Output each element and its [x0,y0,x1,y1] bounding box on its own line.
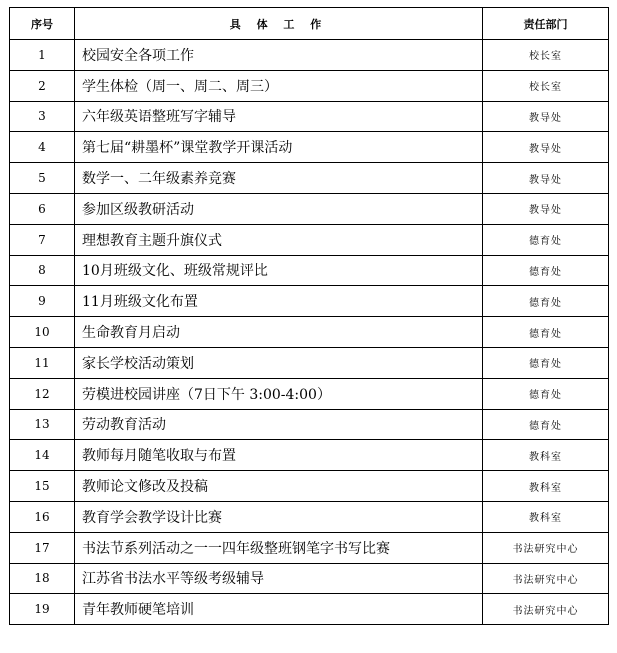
row-index: 4 [10,132,75,163]
header-index: 序号 [10,8,75,40]
row-task: 劳模进校园讲座（7日下午 3:00-4:00） [75,378,483,409]
row-task: 11月班级文化布置 [75,286,483,317]
table-row [10,101,609,132]
row-index: 5 [10,163,75,194]
row-index: 8 [10,255,75,286]
table-row [10,40,609,71]
row-dept: 德育处 [483,347,609,378]
table-row [10,193,609,224]
row-task: 教师论文修改及投稿 [75,471,483,502]
row-task: 教师每月随笔收取与布置 [75,440,483,471]
row-index: 18 [10,563,75,594]
row-dept: 书法研究中心 [483,594,609,625]
table-row [10,317,609,348]
row-index: 6 [10,193,75,224]
row-dept: 德育处 [483,224,609,255]
row-index: 1 [10,40,75,71]
row-index: 12 [10,378,75,409]
row-index: 15 [10,471,75,502]
work-schedule-table [9,7,609,625]
row-dept: 教导处 [483,101,609,132]
row-task: 学生体检（周一、周二、周三） [75,70,483,101]
row-task: 校园安全各项工作 [75,40,483,71]
table-row [10,70,609,101]
table-row [10,409,609,440]
table-row [10,255,609,286]
table-row [10,501,609,532]
row-task: 劳动教育活动 [75,409,483,440]
row-dept: 教导处 [483,163,609,194]
row-index: 17 [10,532,75,563]
row-task: 书法节系列活动之一一四年级整班钢笔字书写比赛 [75,532,483,563]
row-dept: 书法研究中心 [483,532,609,563]
row-task: 家长学校活动策划 [75,347,483,378]
row-dept: 教导处 [483,193,609,224]
row-dept: 教科室 [483,471,609,502]
row-task: 10月班级文化、班级常规评比 [75,255,483,286]
row-dept: 校长室 [483,70,609,101]
row-index: 16 [10,501,75,532]
row-index: 2 [10,70,75,101]
row-dept: 德育处 [483,255,609,286]
header-dept: 责任部门 [483,8,609,40]
table-row [10,347,609,378]
row-dept: 教导处 [483,132,609,163]
row-task: 江苏省书法水平等级考级辅导 [75,563,483,594]
row-index: 11 [10,347,75,378]
row-index: 3 [10,101,75,132]
row-index: 9 [10,286,75,317]
row-dept: 德育处 [483,378,609,409]
row-index: 7 [10,224,75,255]
table-row [10,132,609,163]
header-row [10,8,609,40]
row-dept: 书法研究中心 [483,563,609,594]
row-task: 生命教育月启动 [75,317,483,348]
row-task: 参加区级教研活动 [75,193,483,224]
table-row [10,440,609,471]
table-row [10,163,609,194]
table-row [10,563,609,594]
row-index: 14 [10,440,75,471]
row-task: 数学一、二年级素养竞赛 [75,163,483,194]
row-dept: 德育处 [483,409,609,440]
header-task: 具 体 工 作 [75,8,483,40]
row-dept: 教科室 [483,501,609,532]
row-dept: 德育处 [483,286,609,317]
row-task: 教育学会教学设计比赛 [75,501,483,532]
row-index: 10 [10,317,75,348]
table-row [10,532,609,563]
row-task: 第七届“耕墨杯”课堂教学开课活动 [75,132,483,163]
table-row [10,378,609,409]
row-index: 19 [10,594,75,625]
table-body [10,40,609,625]
row-task: 青年教师硬笔培训 [75,594,483,625]
table-row [10,594,609,625]
table-row [10,471,609,502]
row-task: 六年级英语整班写字辅导 [75,101,483,132]
row-index: 13 [10,409,75,440]
table-row [10,224,609,255]
row-dept: 校长室 [483,40,609,71]
row-dept: 德育处 [483,317,609,348]
row-task: 理想教育主题升旗仪式 [75,224,483,255]
row-dept: 教科室 [483,440,609,471]
table-row [10,286,609,317]
